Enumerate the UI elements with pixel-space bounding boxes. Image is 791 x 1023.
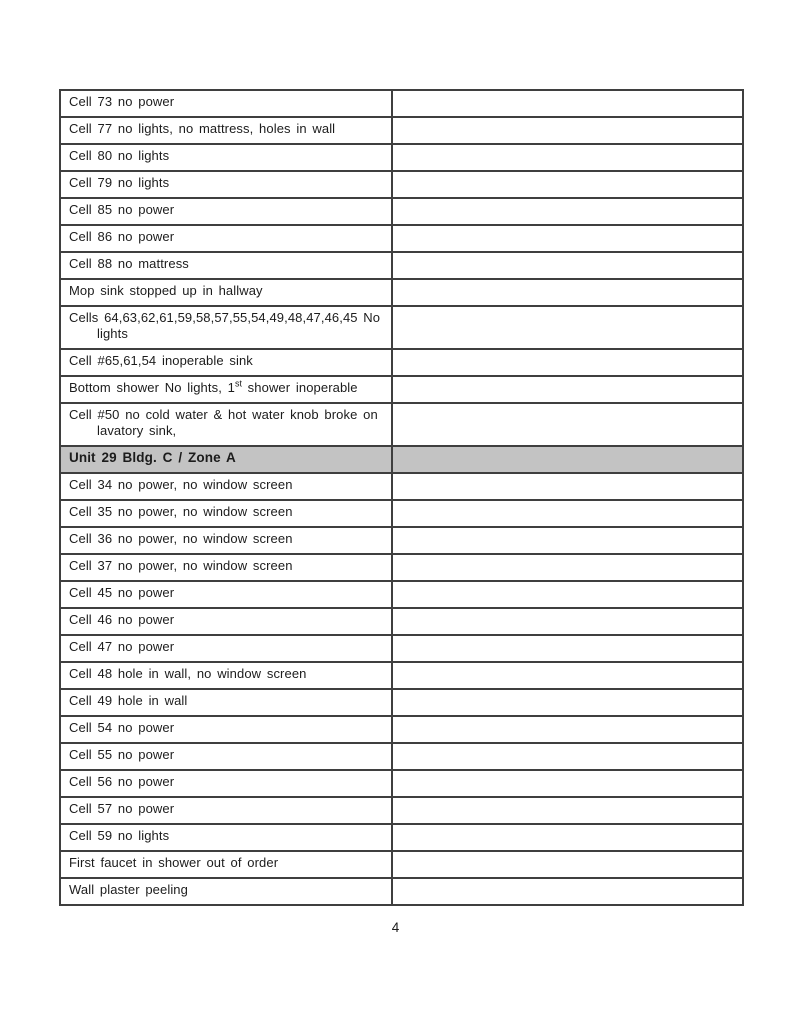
table-row [60,117,743,144]
notes-cell [392,171,743,198]
section-header-row [60,446,743,473]
notes-cell [392,716,743,743]
notes-cell [392,376,743,403]
notes-cell [392,770,743,797]
table-row [60,662,743,689]
issue-cell: Cell 49 hole in wall [60,689,392,716]
issue-cell: Cell 86 no power [60,225,392,252]
issue-cell: Cell 55 no power [60,743,392,770]
maintenance-issues-table [59,89,744,906]
maintenance-table-body [60,90,743,905]
ordinal-superscript: st [234,378,242,389]
notes-cell [392,824,743,851]
notes-cell [392,473,743,500]
table-row [60,90,743,117]
table-row [60,306,743,349]
table-row [60,279,743,306]
issue-cell: Mop sink stopped up in hallway [60,279,392,306]
table-row [60,144,743,171]
table-row [60,500,743,527]
table-row [60,473,743,500]
notes-cell [392,117,743,144]
issue-cell: Cell 57 no power [60,797,392,824]
table-row [60,581,743,608]
issue-cell: Cell #65,61,54 inoperable sink [60,349,392,376]
notes-cell [392,635,743,662]
notes-cell [392,90,743,117]
table-row [60,770,743,797]
table-row [60,635,743,662]
issue-cell: Cell 34 no power, no window screen [60,473,392,500]
notes-cell [392,797,743,824]
issue-cell: Cell 85 no power [60,198,392,225]
section-header-cell: Unit 29 Bldg. C / Zone A [60,446,392,473]
notes-cell [392,527,743,554]
table-row [60,171,743,198]
table-row [60,403,743,446]
notes-cell [392,144,743,171]
issue-cell: Cells 64,63,62,61,59,58,57,55,54,49,48,47,46,45 No lights [60,306,392,349]
notes-cell [392,446,743,473]
table-row [60,198,743,225]
notes-cell [392,662,743,689]
issue-cell: Wall plaster peeling [60,878,392,905]
issue-cell: Cell 46 no power [60,608,392,635]
issue-cell: Cell 77 no lights, no mattress, holes in wall [60,117,392,144]
page-number: 4 [391,920,400,935]
notes-cell [392,252,743,279]
notes-cell [392,279,743,306]
issue-cell: Cell 37 no power, no window screen [60,554,392,581]
issue-cell: Cell #50 no cold water & hot water knob broke on lavatory sink, [60,403,392,446]
table-row [60,349,743,376]
table-row [60,225,743,252]
table-row [60,851,743,878]
issue-cell: Cell 56 no power [60,770,392,797]
notes-cell [392,349,743,376]
issue-cell: Cell 88 no mattress [60,252,392,279]
issue-cell: Cell 48 hole in wall, no window screen [60,662,392,689]
notes-cell [392,581,743,608]
issue-cell: Cell 45 no power [60,581,392,608]
notes-cell [392,500,743,527]
notes-cell [392,198,743,225]
notes-cell [392,878,743,905]
notes-cell [392,689,743,716]
issue-cell: Cell 54 no power [60,716,392,743]
issue-cell: Cell 73 no power [60,90,392,117]
notes-cell [392,225,743,252]
table-row [60,797,743,824]
table-row [60,252,743,279]
issue-cell: Cell 35 no power, no window screen [60,500,392,527]
table-row [60,743,743,770]
issue-cell: Cell 36 no power, no window screen [60,527,392,554]
table-row [60,689,743,716]
issue-cell: Cell 47 no power [60,635,392,662]
table-row [60,716,743,743]
table-row [60,554,743,581]
table-row [60,824,743,851]
notes-cell [392,554,743,581]
notes-cell [392,851,743,878]
issue-cell: Bottom shower No lights, 1st shower inoperable [60,376,392,403]
issue-cell: Cell 59 no lights [60,824,392,851]
notes-cell [392,403,743,446]
issue-cell: Cell 80 no lights [60,144,392,171]
table-row [60,527,743,554]
issue-cell: First faucet in shower out of order [60,851,392,878]
table-row [60,608,743,635]
notes-cell [392,608,743,635]
notes-cell [392,306,743,349]
issue-cell: Cell 79 no lights [60,171,392,198]
table-row [60,376,743,403]
table-row [60,878,743,905]
notes-cell [392,743,743,770]
